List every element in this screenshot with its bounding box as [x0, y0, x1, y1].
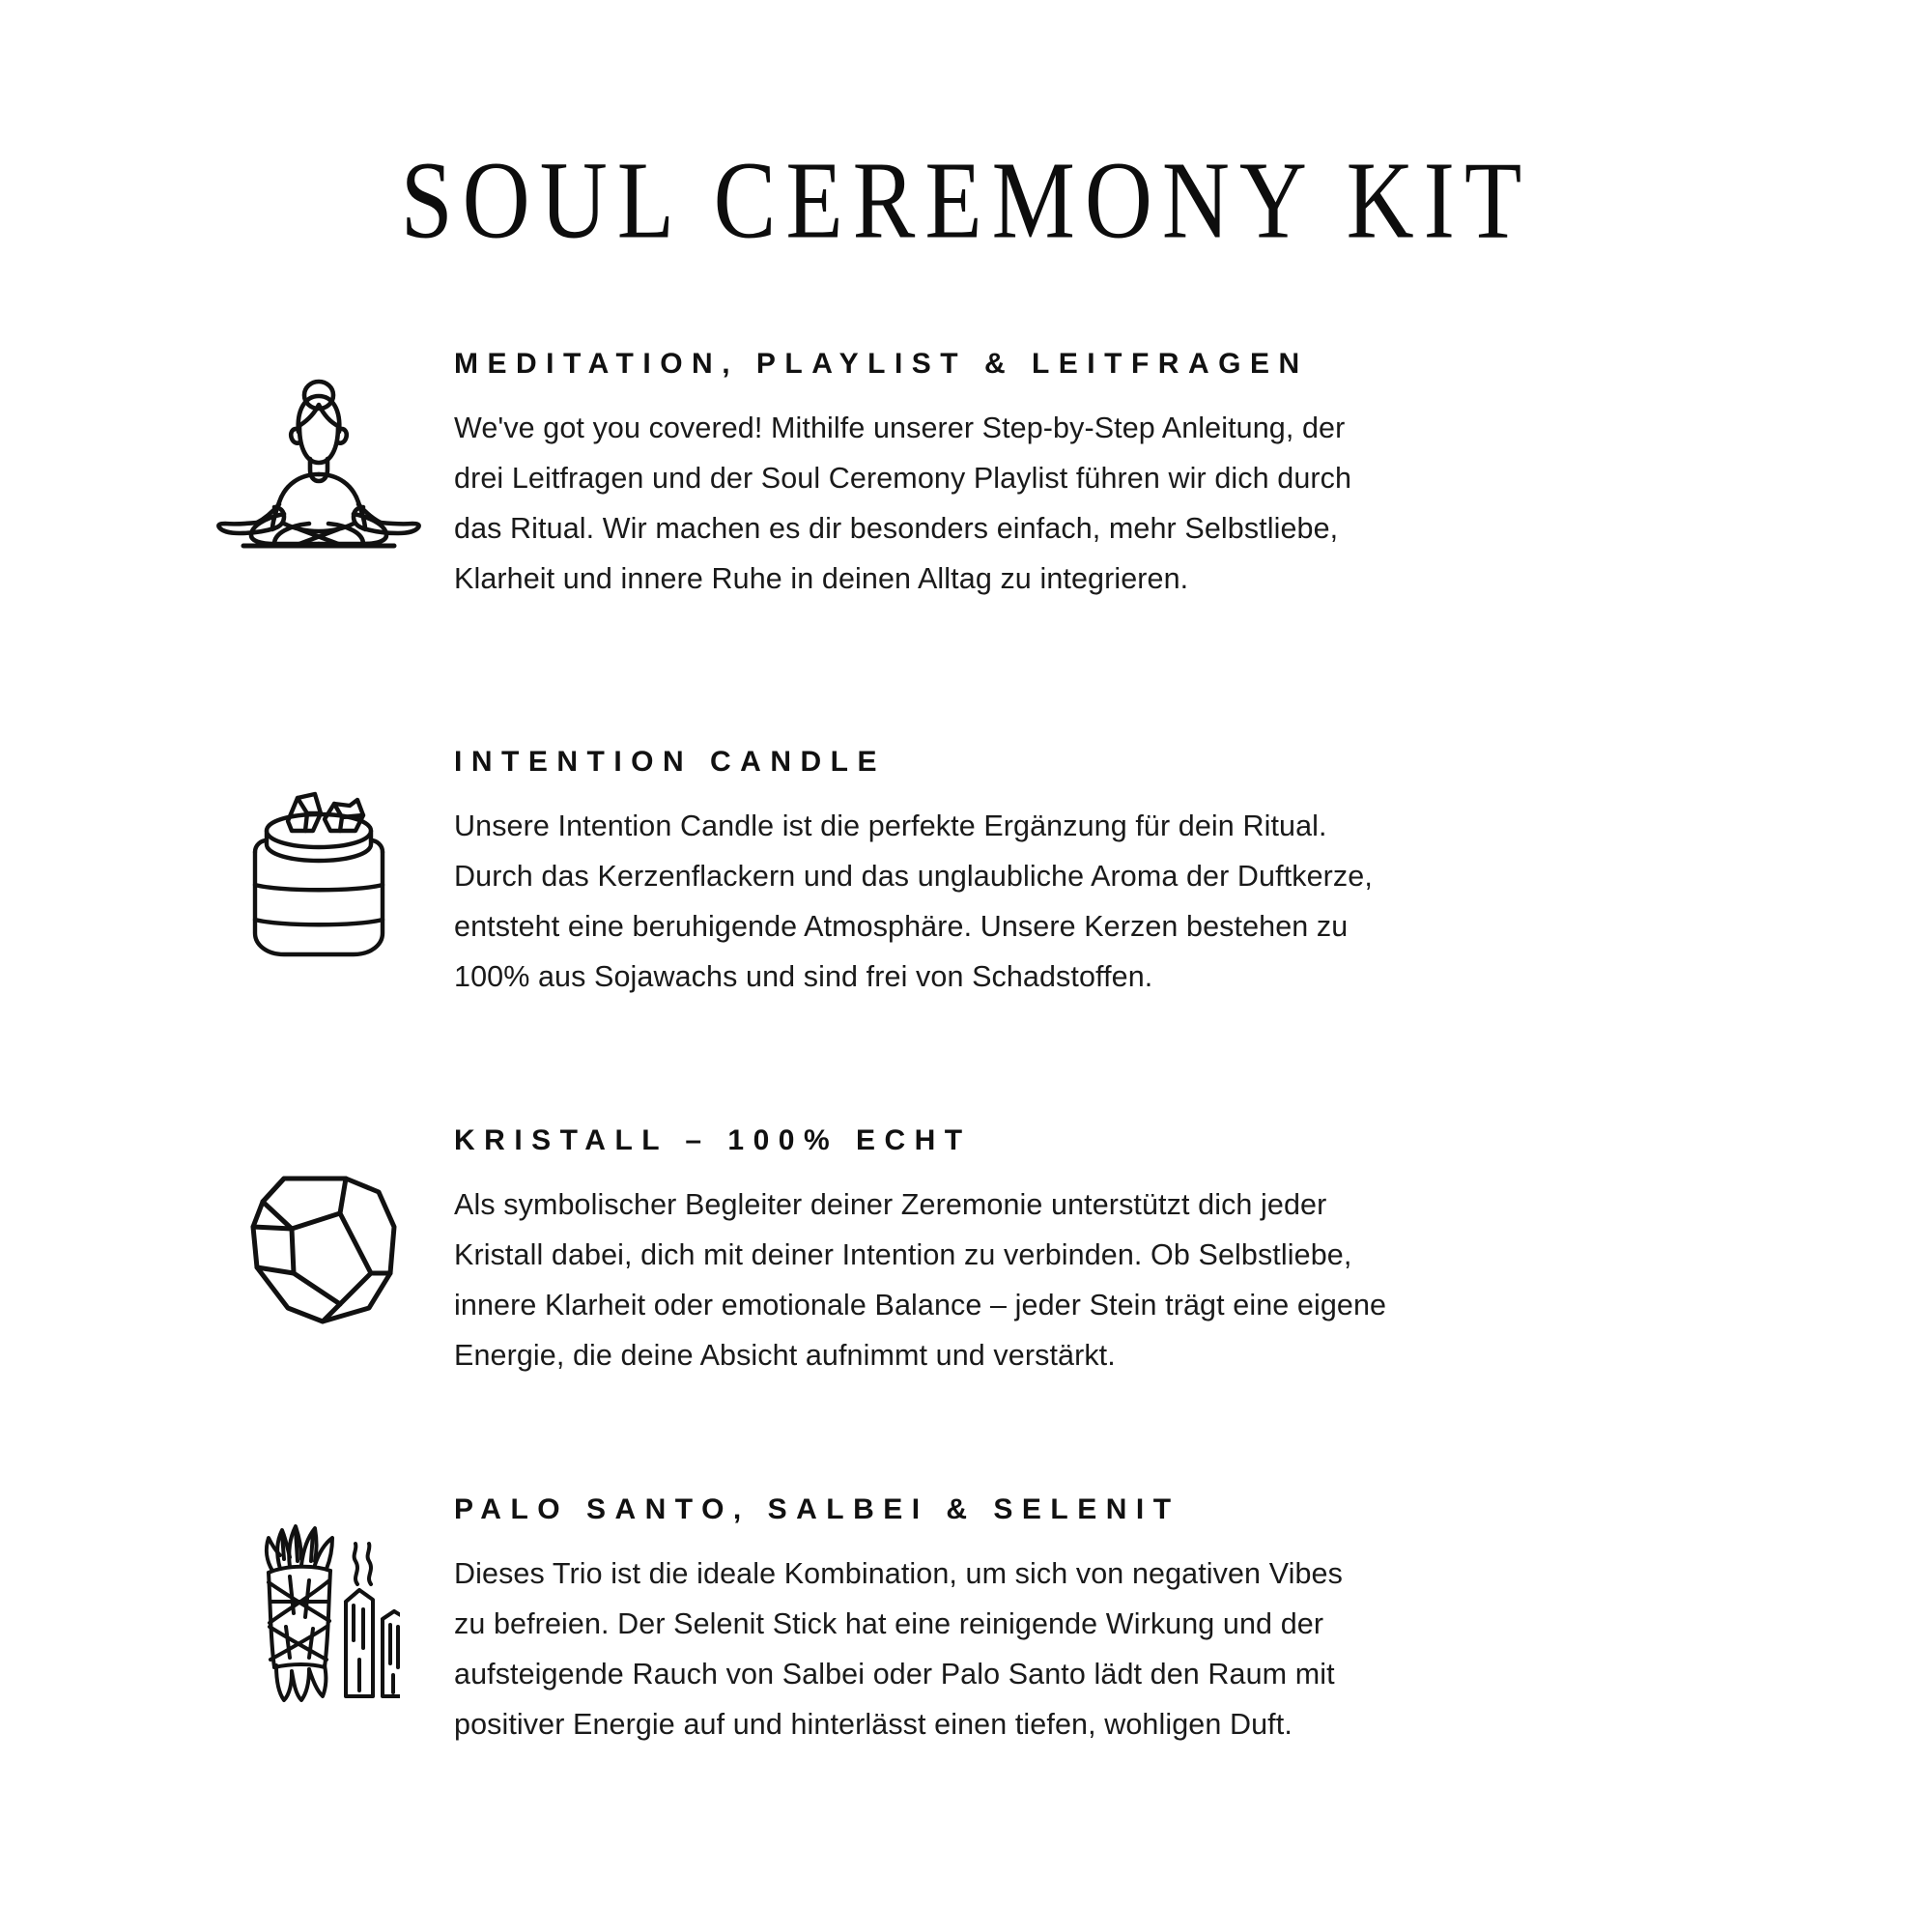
- body-line: entsteht eine beruhigende Atmosphäre. Unsere Kerzen bestehen zu: [454, 910, 1349, 943]
- body-line: positiver Energie auf und hinterlässt einen tiefen, wohligen Duft.: [454, 1708, 1293, 1741]
- icon-container-candle: [184, 746, 454, 960]
- meditating-person-icon: [214, 369, 423, 549]
- text-container-candle: [454, 746, 1932, 1002]
- feature-section-palo-santo: [0, 1493, 1932, 1803]
- body-line: Dieses Trio ist die ideale Kombination, um sich von negativen Vibes: [454, 1557, 1343, 1590]
- body-line: aufsteigende Rauch von Salbei oder Palo Santo lädt den Raum mit: [454, 1658, 1335, 1690]
- section-body-intention-candle: [454, 801, 1671, 1002]
- body-line: Als symbolischer Begleiter deiner Zeremonie unterstützt dich jeder: [454, 1188, 1327, 1221]
- section-body-kristall: [454, 1179, 1671, 1380]
- feature-section-kristall: [0, 1124, 1932, 1434]
- body-line: Energie, die deine Absicht aufnimmt und verstärkt.: [454, 1339, 1116, 1372]
- text-container-crystal: [454, 1124, 1932, 1380]
- body-line: Durch das Kerzenflackern und das unglaubliche Aroma der Duftkerze,: [454, 860, 1373, 893]
- body-line: 100% aus Sojawachs und sind frei von Schadstoffen.: [454, 960, 1153, 993]
- section-body-meditation: [454, 403, 1671, 604]
- icon-container-palo-santo: [184, 1493, 454, 1706]
- sage-bundle-palo-santo-selenite-icon: [238, 1513, 400, 1706]
- body-line: zu befreien. Der Selenit Stick hat eine reinigende Wirkung und der: [454, 1607, 1324, 1640]
- body-line: drei Leitfragen und der Soul Ceremony Playlist führen wir dich durch: [454, 462, 1352, 495]
- candle-jar-with-crystals-icon: [242, 771, 396, 960]
- body-line: We've got you covered! Mithilfe unserer Step-by-Step Anleitung, der: [454, 412, 1346, 444]
- feature-section-meditation: [0, 348, 1932, 638]
- body-line: Unsere Intention Candle ist die perfekte Ergänzung für dein Ritual.: [454, 810, 1327, 842]
- body-line: das Ritual. Wir machen es dir besonders einfach, mehr Selbstliebe,: [454, 512, 1339, 545]
- icon-container-meditation: [184, 348, 454, 549]
- section-heading-palo-santo: PALO SANTO, SALBEI & SELENIT: [454, 1493, 1180, 1525]
- body-line: Kristall dabei, dich mit deiner Intention zu verbinden. Ob Selbstliebe,: [454, 1238, 1352, 1271]
- page-title: SOUL CEREMONY KIT: [400, 139, 1532, 262]
- feature-section-intention-candle: [0, 746, 1932, 1055]
- icon-container-crystal: [184, 1124, 454, 1327]
- section-body-palo-santo: [454, 1548, 1671, 1749]
- crystal-gemstone-icon: [234, 1150, 404, 1327]
- section-heading-meditation: MEDITATION, PLAYLIST & LEITFRAGEN: [454, 348, 1309, 380]
- feature-sections-list: [0, 348, 1932, 1803]
- body-line: innere Klarheit oder emotionale Balance – jeder Stein trägt eine eigene: [454, 1289, 1387, 1321]
- section-heading-kristall: KRISTALL – 100% ECHT: [454, 1124, 972, 1156]
- body-line: Klarheit und innere Ruhe in deinen Alltag zu integrieren.: [454, 562, 1189, 595]
- text-container-palo-santo: [454, 1493, 1932, 1749]
- section-heading-intention-candle: INTENTION CANDLE: [454, 746, 886, 778]
- text-container-meditation: [454, 348, 1932, 604]
